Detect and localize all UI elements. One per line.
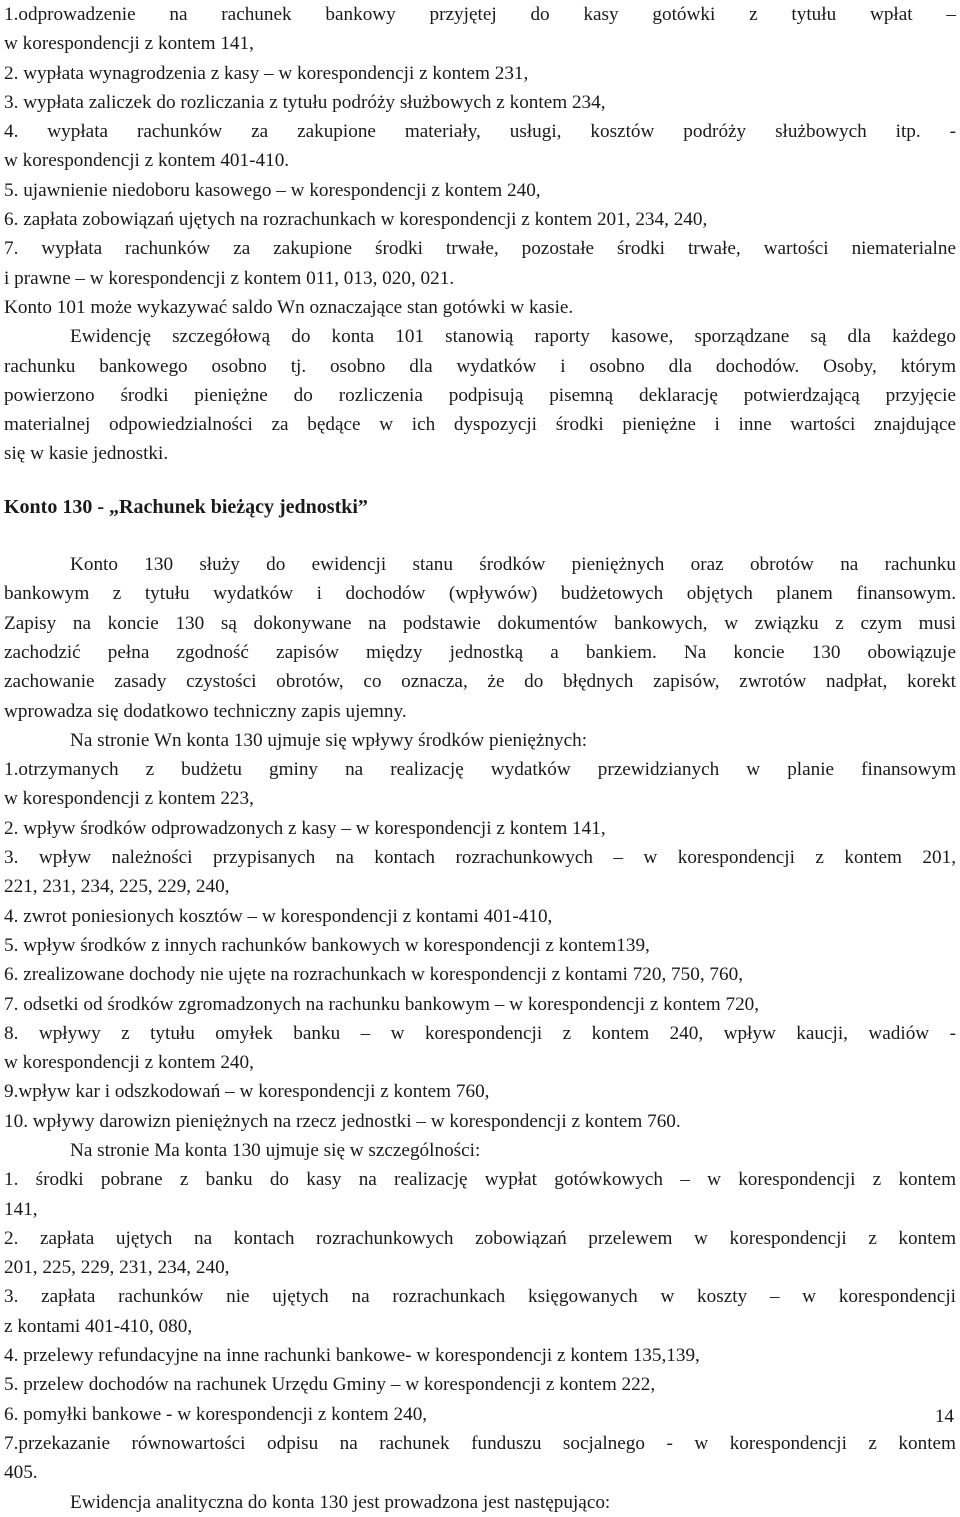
list-item: w korespondencji z kontem 223, — [4, 788, 254, 810]
paragraph-line: bankowym z tytułu wydatków i dochodów (wpływów) budżetowych objętych planem finansowym. — [4, 583, 956, 605]
closing-line: Ewidencja analityczna do konta 130 jest prowadzona jest następująco: — [70, 1491, 611, 1513]
list-item: 7. odsetki od środków zgromadzonych na rachunku bankowym – w korespondencji z kontem 720, — [4, 993, 760, 1015]
list-item: 1.otrzymanych z budżetu gminy na realizację wydatków przewidzianych w planie finansowym — [4, 759, 956, 781]
konto-101-ma-list — [4, 0, 956, 469]
paragraph-line: materialnej odpowiedzialności za będące w ich dyspozycji środki pieniężne i inne wartości znajdujące — [4, 414, 956, 436]
list-item: 221, 231, 234, 225, 229, 240, — [4, 876, 230, 898]
paragraph-line: zachowanie zasady czystości obrotów, co oznacza, że do błędnych zapisów, zwrotów nadpłat, korekt — [4, 671, 956, 693]
paragraph-line: Konto 101 może wykazywać saldo Wn oznaczające stan gotówki w kasie. — [4, 296, 574, 318]
list-item: w korespondencji z kontem 401-410. — [4, 150, 290, 172]
list-item: 5. wpływ środków z innych rachunków bankowych w korespondencji z kontem139, — [4, 934, 650, 956]
list-item: 2. zapłata ujętych na kontach rozrachunkowych zobowiązań przelewem w korespondencji z kontem — [4, 1227, 956, 1249]
paragraph-line: rachunku bankowego osobno tj. osobno dla wydatków i osobno dla dochodów. Osoby, którym — [4, 355, 956, 377]
list-item: 8. wpływy z tytułu omyłek banku – w korespondencji z kontem 240, wpływ kaucji, wadiów - — [4, 1022, 956, 1044]
paragraph-line: Ewidencję szczegółową do konta 101 stanowią raporty kasowe, sporządzane są dla każdego — [70, 326, 956, 348]
list-item: 7. wypłata rachunków za zakupione środki trwałe, pozostałe środki trwałe, wartości niematerialne — [4, 238, 956, 260]
list-item: 1. środki pobrane z banku do kasy na realizację wypłat gotówkowych – w korespondencji z kontem — [4, 1169, 956, 1191]
list-item: 3. zapłata rachunków nie ujętych na rozrachunkach księgowanych w koszty – w korespondencji — [4, 1286, 956, 1308]
list-item: 6. zapłata zobowiązań ujętych na rozrachunkach w korespondencji z kontem 201, 234, 240, — [4, 209, 708, 231]
list-item: 5. przelew dochodów na rachunek Urzędu Gminy – w korespondencji z kontem 222, — [4, 1374, 656, 1396]
paragraph-line: zachodzić pełna zgodność zapisów między jednostką a bankiem. Na koncie 130 obowiązuje — [4, 641, 956, 663]
konto-130-intro — [4, 550, 956, 726]
list-item: w korespondencji z kontem 141, — [4, 33, 254, 55]
list-item: 2. wypłata wynagrodzenia z kasy – w korespondencji z kontem 231, — [4, 62, 529, 84]
wn-intro: Na stronie Wn konta 130 ujmuje się wpływy środków pieniężnych: — [70, 729, 588, 751]
paragraph-line: powierzono środki pieniężne do rozliczenia podpisują pisemną deklarację potwierdzającą przyjęcie — [4, 384, 956, 406]
list-item: 6. pomyłki bankowe - w korespondencji z kontem 240, — [4, 1403, 428, 1425]
list-item: w korespondencji z kontem 240, — [4, 1052, 254, 1074]
paragraph-line: wprowadza się dodatkowo techniczny zapis ujemny. — [4, 700, 407, 722]
list-item: 9.wpływ kar i odszkodowań – w korespondencji z kontem 760, — [4, 1081, 490, 1103]
list-item: 201, 225, 229, 231, 234, 240, — [4, 1257, 230, 1279]
list-item: 3. wypłata zaliczek do rozliczania z tytułu podróży służbowych z kontem 234, — [4, 91, 606, 113]
list-item: 7.przekazanie równowartości odpisu na rachunek funduszu socjalnego - w korespondencji z kontem — [4, 1432, 956, 1454]
paragraph-line: się w kasie jednostki. — [4, 443, 169, 465]
list-item: 3. wpływ należności przypisanych na kontach rozrachunkowych – w korespondencji z kontem 201, — [4, 847, 956, 869]
document-page — [4, 0, 956, 1517]
list-item: 6. zrealizowane dochody nie ujęte na rozrachunkach w korespondencji z kontami 720, 750, 760, — [4, 964, 743, 986]
list-item: 4. przelewy refundacyjne na inne rachunki bankowe- w korespondencji z kontem 135,139, — [4, 1345, 700, 1367]
list-item: 1.odprowadzenie na rachunek bankowy przyjętej do kasy gotówki z tytułu wpłat – — [4, 4, 956, 25]
list-item: 141, — [4, 1198, 38, 1220]
list-item: 2. wpływ środków odprowadzonych z kasy – w korespondencji z kontem 141, — [4, 817, 606, 839]
wn-list — [4, 755, 956, 1136]
ma-list — [4, 1165, 956, 1487]
list-item: 4. wypłata rachunków za zakupione materiały, usługi, kosztów podróży służbowych itp. - — [4, 121, 956, 143]
paragraph-line: Zapisy na koncie 130 są dokonywane na podstawie dokumentów bankowych, w związku z czym musi — [4, 612, 956, 634]
list-item: 10. wpływy darowizn pieniężnych na rzecz jednostki – w korespondencji z kontem 760. — [4, 1110, 681, 1132]
page-number: 14 — [934, 1406, 954, 1427]
list-item: 5. ujawnienie niedoboru kasowego – w korespondencji z kontem 240, — [4, 179, 541, 201]
list-item: z kontami 401-410, 080, — [4, 1315, 193, 1337]
ma-intro: Na stronie Ma konta 130 ujmuje się w szczególności: — [70, 1139, 481, 1161]
list-item: 405. — [4, 1462, 38, 1484]
section-heading: Konto 130 - „Rachunek bieżący jednostki” — [4, 495, 368, 518]
paragraph-line: Konto 130 służy do ewidencji stanu środków pieniężnych oraz obrotów na rachunku — [70, 554, 956, 576]
list-item: i prawne – w korespondencji z kontem 011, 013, 020, 021. — [4, 267, 455, 289]
list-item: 4. zwrot poniesionych kosztów – w korespondencji z kontami 401-410, — [4, 905, 553, 927]
